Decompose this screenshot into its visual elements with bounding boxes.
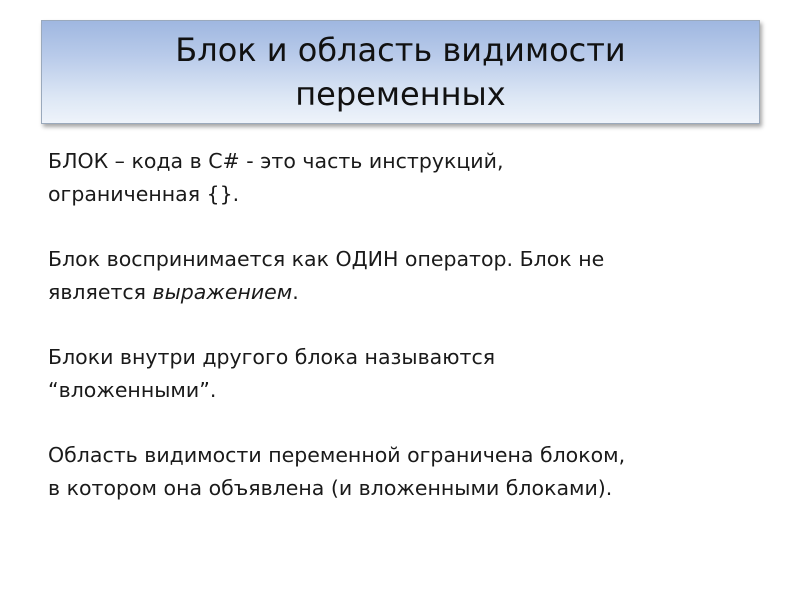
paragraph-text: является xyxy=(48,280,153,304)
slide-title-box xyxy=(41,20,760,124)
slide-title-line-1: Блок и область видимости xyxy=(175,31,626,69)
paragraph-line: “вложенными”. xyxy=(48,378,217,402)
emphasized-term: выражением xyxy=(152,280,293,304)
slide-body xyxy=(48,145,768,537)
paragraph-line-mixed xyxy=(48,276,768,309)
paragraph-block-definition xyxy=(48,145,768,211)
paragraph-variable-scope xyxy=(48,439,768,505)
paragraph-line: Блоки внутри другого блока называются xyxy=(48,345,496,369)
paragraph-block-operator xyxy=(48,243,768,309)
paragraph-line: Область видимости переменной ограничена блоком, xyxy=(48,443,626,467)
paragraph-line: в котором она объявлена (и вложенными блоками). xyxy=(48,476,613,500)
paragraph-line: ограниченная {}. xyxy=(48,182,240,206)
paragraph-line: Блок воспринимается как ОДИН оператор. Блок не xyxy=(48,247,605,271)
slide-title-line-2: переменных xyxy=(295,75,506,113)
paragraph-nested-blocks xyxy=(48,341,768,407)
paragraph-text: . xyxy=(292,280,299,304)
paragraph-line: БЛОК – кода в C# - это часть инструкций, xyxy=(48,149,504,173)
